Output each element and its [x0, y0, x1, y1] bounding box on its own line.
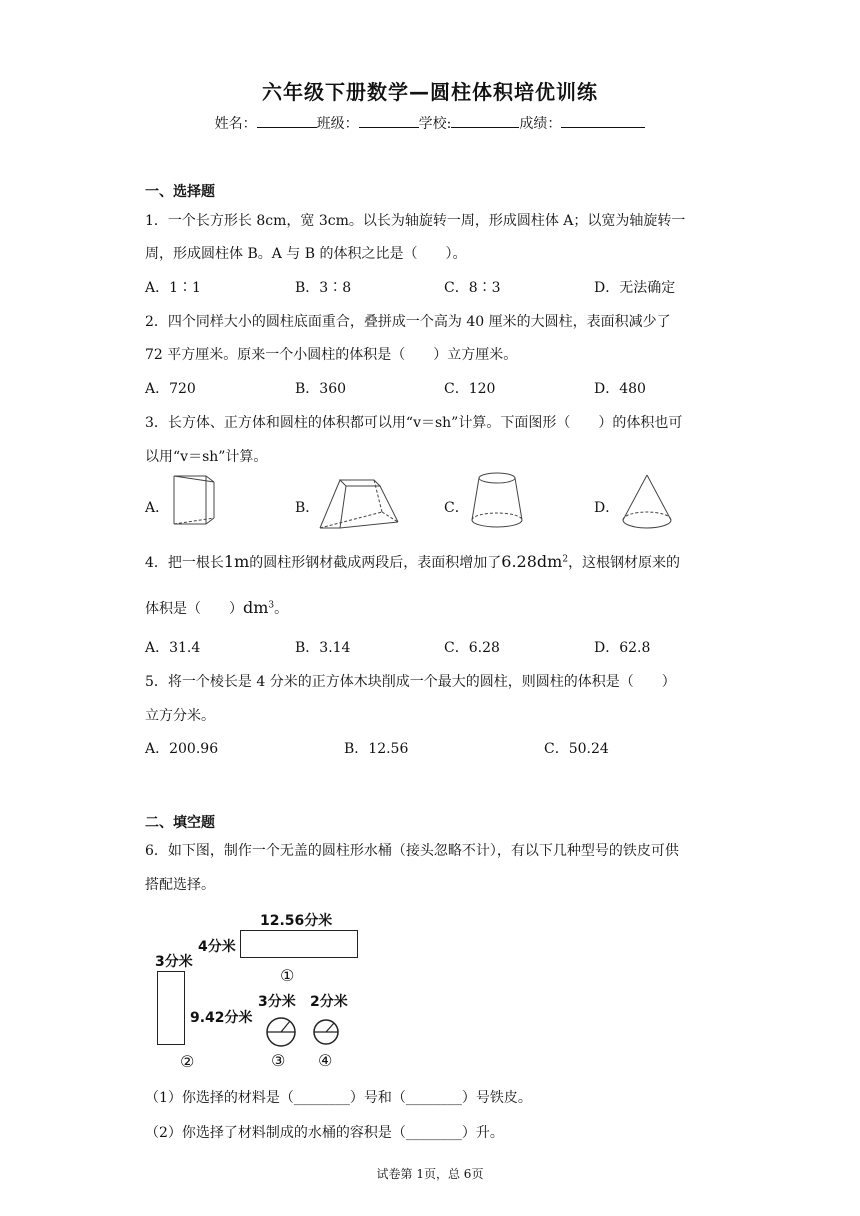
- q3-option-d: D．: [594, 500, 620, 516]
- q1-text-line2: 周，形成圆柱体 B。A 与 B 的体积之比是（ ）。: [145, 246, 467, 262]
- q4-volume-unit: dm: [243, 598, 269, 617]
- frustum-cone-icon: [468, 470, 526, 532]
- q2-text-line2: 72 平方厘米。原来一个小圆柱的体积是（ ）立方厘米。: [145, 347, 518, 363]
- q4-area-value: 6.28dm: [501, 552, 563, 571]
- school-blank: [451, 113, 519, 128]
- section-title-choice: 一、选择题: [145, 184, 215, 200]
- q1-option-d: D．无法确定: [594, 280, 676, 296]
- q1-option-b: B．3∶8: [295, 280, 352, 296]
- q6-subquestion-2: （2）你选择了材料制成的水桶的容积是（________）升。: [145, 1125, 504, 1141]
- q5-text-line1: 5．将一个棱长是 4 分米的正方体木块削成一个最大的圆柱，则圆柱的体积是（ ）: [145, 674, 676, 690]
- circle3-number: ③: [271, 1051, 286, 1070]
- circle4-number: ④: [318, 1051, 333, 1070]
- student-info-row: [0, 113, 860, 133]
- frustum-pyramid-icon: [318, 474, 402, 532]
- q4-area-exponent: 2: [562, 554, 569, 565]
- q4-text-line2: [145, 598, 288, 618]
- q4-volume-exponent: 3: [268, 600, 275, 611]
- score-label: 成绩：: [519, 116, 562, 132]
- name-blank: [257, 113, 317, 128]
- cone-icon: [619, 472, 675, 532]
- page-title: 六年级下册数学—圆柱体积培优训练: [262, 80, 598, 104]
- q1-option-a: A．1∶1: [145, 280, 201, 296]
- sheet1-height-label: 4分米: [198, 939, 236, 955]
- q2-option-b: B．360: [295, 381, 347, 397]
- q5-option-c: C．50.24: [544, 741, 609, 757]
- sheet1-rectangle: [240, 930, 358, 958]
- circle3-diameter-label: 3分米: [258, 994, 296, 1010]
- school-label: 学校:: [418, 116, 452, 132]
- q4-line1-part-b: 的圆柱形钢材截成两段后，表面积增加了: [249, 555, 502, 571]
- circle4-diameter-label: 2分米: [310, 994, 348, 1010]
- q4-line1-part-c: ，这根钢材原来的: [568, 555, 681, 571]
- sheet2-height-label: 9.42分米: [190, 1010, 253, 1026]
- sheet2-number: ②: [180, 1052, 195, 1071]
- q5-option-a: A．200.96: [145, 741, 219, 757]
- class-label: 班级：: [316, 116, 359, 132]
- page-footer: 试卷第 1页，总 6页: [376, 1167, 484, 1181]
- q2-text-line1: 2．四个同样大小的圆柱底面重合，叠拼成一个高为 40 厘米的大圆柱，表面积减少了: [145, 314, 671, 330]
- q4-text-line1: [145, 552, 680, 572]
- q3-text-line1: 3．长方体、正方体和圆柱的体积都可以用“v＝sh”计算。下面图形（ ）的体积也可: [145, 415, 683, 431]
- q2-option-c: C．120: [444, 381, 496, 397]
- q6-text-line2: 搭配选择。: [145, 877, 215, 893]
- section-title-fill: 二、填空题: [145, 815, 215, 831]
- q4-line2-part-b: 。: [274, 601, 289, 617]
- q3-option-c: C．: [444, 500, 469, 516]
- q2-option-d: D．480: [594, 381, 646, 397]
- q1-text-line1: 1．一个长方形长 8cm，宽 3cm。以长为轴旋转一周，形成圆柱体 A；以宽为轴旋转一: [145, 213, 686, 229]
- sheet2-rectangle: [157, 971, 185, 1045]
- q4-line2-part-a: 体积是（ ）: [145, 601, 243, 617]
- q5-option-b: B．12.56: [344, 741, 409, 757]
- class-blank: [359, 113, 419, 128]
- q4-length-unit: 1m: [223, 552, 250, 571]
- sheet1-number: ①: [280, 966, 295, 985]
- q6-text-line1: 6．如下图，制作一个无盖的圆柱形水桶（接头忽略不计），有以下几种型号的铁皮可供: [145, 843, 679, 859]
- q4-line1-part-a: 4．把一根长: [145, 555, 224, 571]
- circle4-sheet-icon: [311, 1018, 341, 1046]
- sheet1-width-label: 12.56分米: [260, 913, 333, 929]
- q5-text-line2: 立方分米。: [145, 708, 215, 724]
- q4-option-c: C．6.28: [444, 640, 500, 656]
- q1-option-c: C．8∶3: [444, 280, 501, 296]
- triangular-prism-icon: [170, 472, 218, 530]
- q4-option-b: B．3.14: [295, 640, 351, 656]
- q2-option-a: A．720: [145, 381, 196, 397]
- q3-option-a: A．: [145, 500, 170, 516]
- q4-option-d: D．62.8: [594, 640, 651, 656]
- circle3-sheet-icon: [264, 1016, 298, 1048]
- sheet2-width-label: 3分米: [155, 954, 193, 970]
- name-label: 姓名：: [214, 116, 257, 132]
- q3-option-b: B．: [295, 500, 320, 516]
- score-blank: [561, 113, 645, 128]
- q6-subquestion-1: （1）你选择的材料是（________）号和（________）号铁皮。: [145, 1090, 532, 1106]
- q3-text-line2: 以用“v＝sh”计算。: [145, 449, 268, 465]
- q4-option-a: A．31.4: [145, 640, 201, 656]
